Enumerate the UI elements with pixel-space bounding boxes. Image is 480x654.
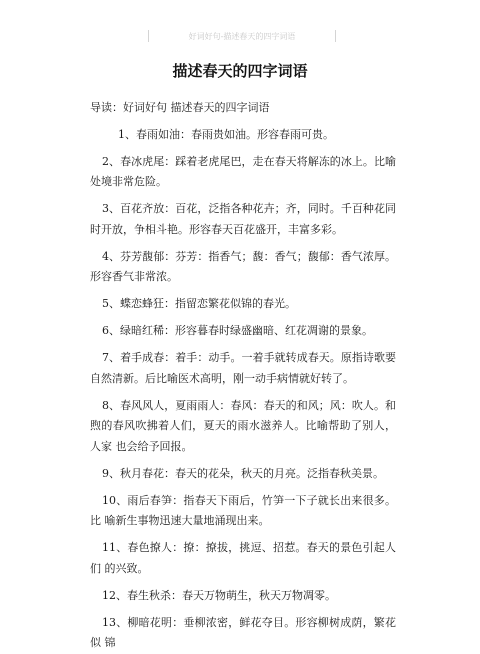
document-title: 描述春天的四字词语 [172, 62, 308, 80]
entry-1: 1、春雨如油：春雨贵如油。形容春雨可贵。 [118, 127, 334, 141]
entry-11: 11、春色撩人：撩：撩拔，挑逗、招惹。春天的景色引起人们 的兴致。 [90, 541, 396, 575]
entry-9: 9、秋月春花：春天的花朵，秋天的月亮。泛指春秋美景。 [102, 466, 384, 480]
header-divider-right [335, 30, 336, 42]
entry-5: 5、蝶恋蜂狂：指留恋繁花似锦的春光。 [102, 297, 296, 310]
entry-3: 3、百花齐放：百花，泛指各种花卉；齐，同时。千百种花同 时开放，争相斗艳。形容春天百花盛开，丰富多彩。 [90, 202, 396, 236]
entry-4: 4、芬芳馥郁：芬芳：指香气；馥：香气；馥郁：香气浓厚。 形容香气非常浓。 [90, 249, 396, 283]
entry-8: 8、春风风人，夏雨雨人：春风：春天的和风；风：吹人。和 煦的春风吹拂着人们，夏天的雨水滋养人。比喻帮助了别人，人家 也会给予回报。 [90, 398, 396, 453]
page-header [148, 30, 336, 44]
entry-6: 6、绿暗红稀：形容暮春时绿盛幽暗、红花凋谢的景象。 [102, 324, 373, 337]
entry-7: 7、着手成春：着手：动手。一着手就转成春天。原指诗歌要 自然清新。后比喻医术高明，刚一动手病情就好转了。 [90, 351, 396, 385]
entry-12: 12、春生秋杀：春天万物萌生，秋天万物凋零。 [102, 588, 336, 602]
document-body [90, 98, 396, 654]
entry-2: 2、春冰虎尾：踩着老虎尾巴，走在春天将解冻的冰上。比喻 处境非常危险。 [90, 154, 396, 188]
entry-13: 13、柳暗花明：垂柳浓密，鲜花夺目。形容柳树成荫，繁花似 锦 [90, 615, 396, 649]
intro-line: 导读：好词好句 描述春天的四字词语 [90, 101, 270, 114]
entry-10: 10、雨后春笋：指春天下雨后，竹笋一下子就长出来很多。比 喻新生事物迅速大量地涌现出来。 [90, 493, 396, 527]
header-text: 好词好句-描述春天的四字词语 [188, 32, 296, 41]
header-divider-left [148, 30, 149, 42]
